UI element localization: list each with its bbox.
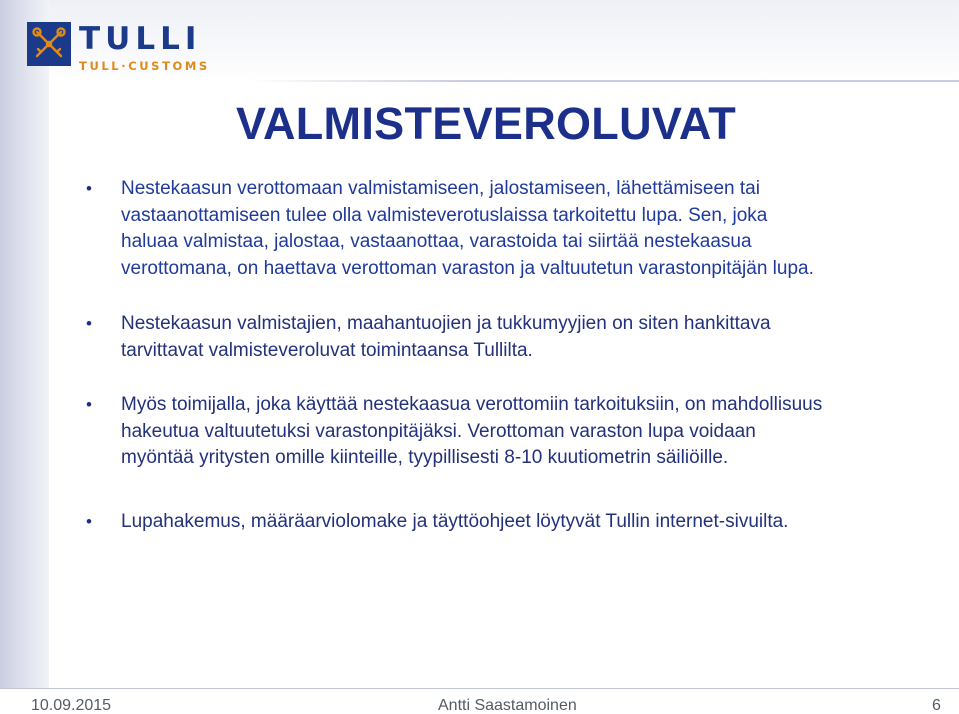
bullet-list xyxy=(86,176,936,535)
bullet-item-1 xyxy=(86,176,936,282)
tulli-logo xyxy=(27,22,210,73)
page-number: 6 xyxy=(932,697,941,714)
bullet-line: • Nestekaasun valmistajien, maahantuojien ja tukkumyyjien on siten hankittava xyxy=(121,313,771,334)
bullet-line: • Nestekaasun verottomaan valmistamiseen, jalostamiseen, lähettämiseen tai xyxy=(121,178,760,199)
footer-date: 10.09.2015 xyxy=(31,697,112,714)
bullet-line: vastaanottamiseen tulee olla valmisteverotuslaissa tarkoitettu lupa. Sen, joka xyxy=(121,204,768,226)
header-rule xyxy=(250,80,959,82)
bullet-line: verottomana, on haettava verottoman varaston ja valtuutetun varastonpitäjän lupa. xyxy=(121,257,814,279)
slide-title: VALMISTEVEROLUVAT xyxy=(236,98,737,149)
bullet-line: haluaa valmistaa, jalostaa, vastaanottaa, varastoida tai siirtää nestekaasua xyxy=(121,231,752,252)
bullet-line: • Myös toimijalla, joka käyttää nestekaasua verottomiin tarkoituksiin, on mahdollisuus xyxy=(121,394,823,415)
crossed-keys-emblem-icon xyxy=(27,22,71,66)
bullet-item-2 xyxy=(86,311,936,364)
left-decorative-band xyxy=(0,0,49,688)
bullet-item-4 xyxy=(86,509,936,536)
footer-rule xyxy=(0,688,959,689)
bullet-item-3 xyxy=(86,392,936,472)
bullet-line: hakeutua valtuutetuksi varastonpitäjäksi. Verottoman varaston lupa voidaan xyxy=(121,420,756,442)
footer-author: Antti Saastamoinen xyxy=(438,697,577,714)
logo-wordmark xyxy=(79,22,210,73)
logo-word: TULLI xyxy=(79,21,202,57)
bullet-line: • Lupahakemus, määräarviolomake ja täyttöohjeet löytyvät Tullin internet-sivuilta. xyxy=(121,510,789,532)
bullet-line: myöntää yritysten omille kiinteille, tyypillisesti 8-10 kuutiometrin säiliöille. xyxy=(121,447,729,468)
logo-subtitle: TULL·CUSTOMS xyxy=(79,59,210,73)
bullet-line: tarvittavat valmisteveroluvat toimintaansa Tullilta. xyxy=(121,339,533,361)
